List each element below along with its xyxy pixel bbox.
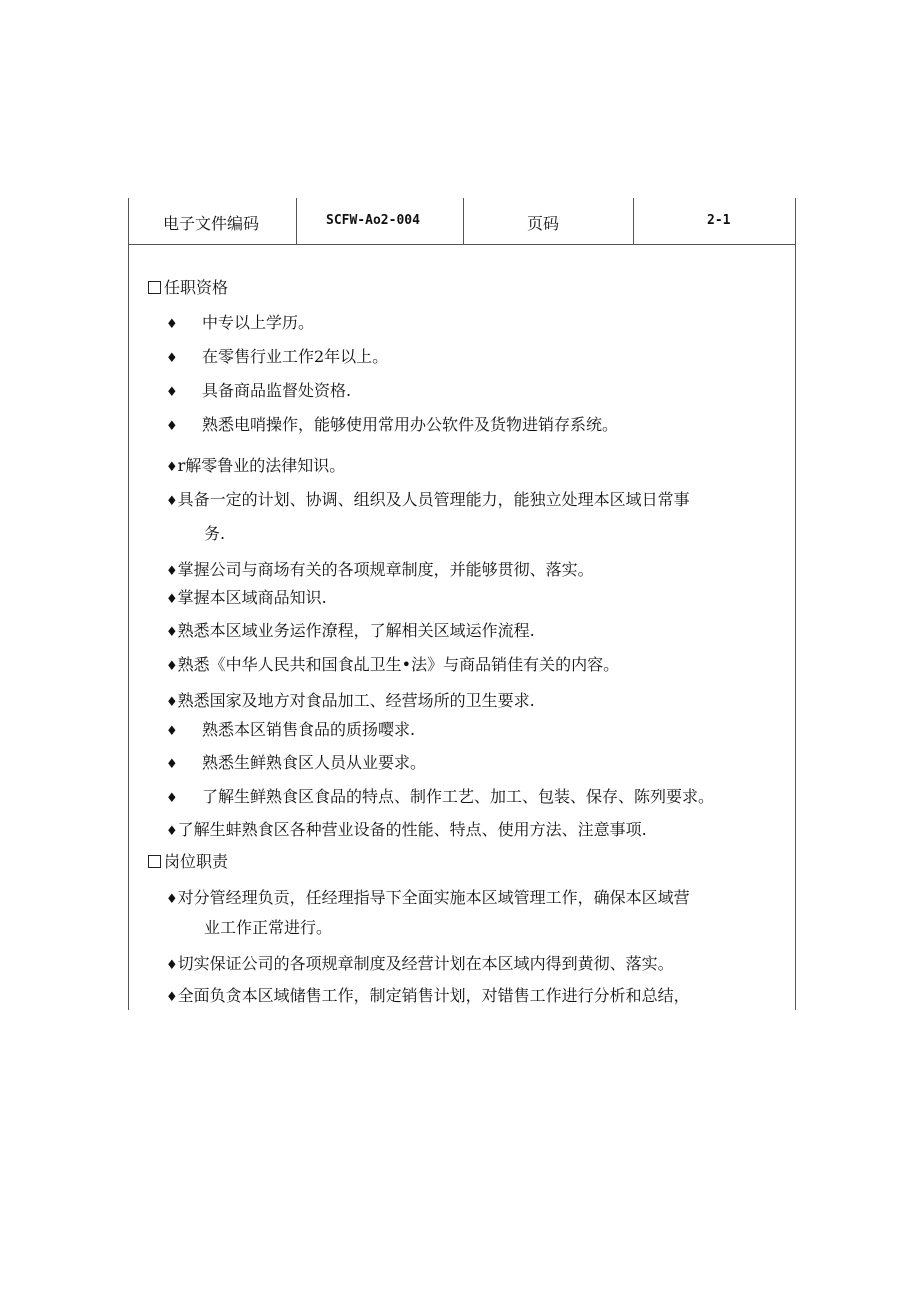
list-item: ♦ 熟悉本区销售食品的质扬嘤求. <box>166 720 415 742</box>
diamond-bullet-icon: ♦ <box>166 757 178 772</box>
list-item: ♦ 在零售行业工作2年以上。 <box>166 347 388 369</box>
list-item: ♦熟悉本区域业务运作潦程，了解相关区域运作流程. <box>166 621 535 640</box>
diamond-bullet-icon: ♦ <box>166 625 178 640</box>
diamond-bullet-icon: ♦ <box>166 592 178 607</box>
list-item: ♦切实保证公司的各项规章制度及经营计划在本区域内得到黄彻、落实。 <box>166 954 674 973</box>
code-label: 电子文件编码 <box>163 214 260 233</box>
checkbox-square-icon <box>148 855 161 868</box>
section-heading-qualifications: 任职资格 <box>148 278 228 298</box>
diamond-bullet-icon: ♦ <box>166 351 178 366</box>
diamond-bullet-icon: ♦ <box>166 892 178 907</box>
header-cell-code-label <box>129 198 297 244</box>
list-item-continuation: 务. <box>204 524 226 543</box>
list-item: ♦熟悉《中华人民共和国食乩卫生•法》与商品销佳有关的内容。 <box>166 655 620 674</box>
list-item: ♦对分管经理负贡，任经理指导下全面实施本区域管理工作，确保本区域营 <box>166 888 690 907</box>
list-item: ♦全面负贪本区域储售工作，制定销售计划，对错售工作进行分析和总结， <box>166 986 690 1005</box>
diamond-bullet-icon: ♦ <box>166 990 178 1005</box>
diamond-bullet-icon: ♦ <box>166 385 178 400</box>
list-item: ♦掌握本区域商品知识. <box>166 588 327 607</box>
section-heading-responsibilities: 岗位职责 <box>148 852 228 872</box>
list-item: ♦ 中专以上学历。 <box>166 313 314 335</box>
page-number: 2-1 <box>707 213 731 228</box>
checkbox-square-icon <box>148 281 161 294</box>
diamond-bullet-icon: ♦ <box>166 564 178 579</box>
list-item: ♦ 具备商品监督处资格. <box>166 381 351 403</box>
list-item: ♦r解零鲁业的法律知识。 <box>166 456 346 475</box>
diamond-bullet-icon: ♦ <box>166 317 178 332</box>
list-item: ♦ 了解生鲜熟食区食品的特点、制作工艺、加工、包装、保存、陈列要求。 <box>166 787 714 809</box>
diamond-bullet-icon: ♦ <box>166 494 178 509</box>
header-cell-page-number <box>633 198 795 244</box>
diamond-bullet-icon: ♦ <box>166 791 178 806</box>
diamond-bullet-icon: ♦ <box>166 419 178 434</box>
header-table <box>129 198 795 245</box>
list-item: ♦熟悉国家及地方对食品加工、经营场所的卫生要求. <box>166 691 535 710</box>
diamond-bullet-icon: ♦ <box>166 724 178 739</box>
header-cell-page-label <box>463 198 634 244</box>
list-item: ♦掌握公司与商场有关的各项规章制度，并能够贯彻、落实。 <box>166 560 594 579</box>
document-code: SCFW-Ao2-004 <box>326 213 420 228</box>
list-item: ♦具备一定的计划、协调、组织及人员管理能力，能独立处理本区域日常事 <box>166 490 690 509</box>
page-label: 页码 <box>527 214 560 233</box>
diamond-bullet-icon: ♦ <box>166 659 178 674</box>
diamond-bullet-icon: ♦ <box>166 958 178 973</box>
diamond-bullet-icon: ♦ <box>166 824 178 839</box>
diamond-bullet-icon: ♦ <box>166 695 178 710</box>
diamond-bullet-icon: ♦ <box>166 460 178 475</box>
list-item: ♦ 熟悉生鲜熟食区人员从业要求。 <box>166 753 426 775</box>
list-item: ♦了解生蚌熟食区各种营业设备的性能、特点、使用方法、注意事项. <box>166 820 647 839</box>
list-item-continuation: 业工作正常进行。 <box>204 918 333 937</box>
list-item: ♦ 熟悉电哨操作，能够使用常用办公软件及货物进销存系统。 <box>166 415 618 437</box>
header-cell-code <box>296 198 464 244</box>
